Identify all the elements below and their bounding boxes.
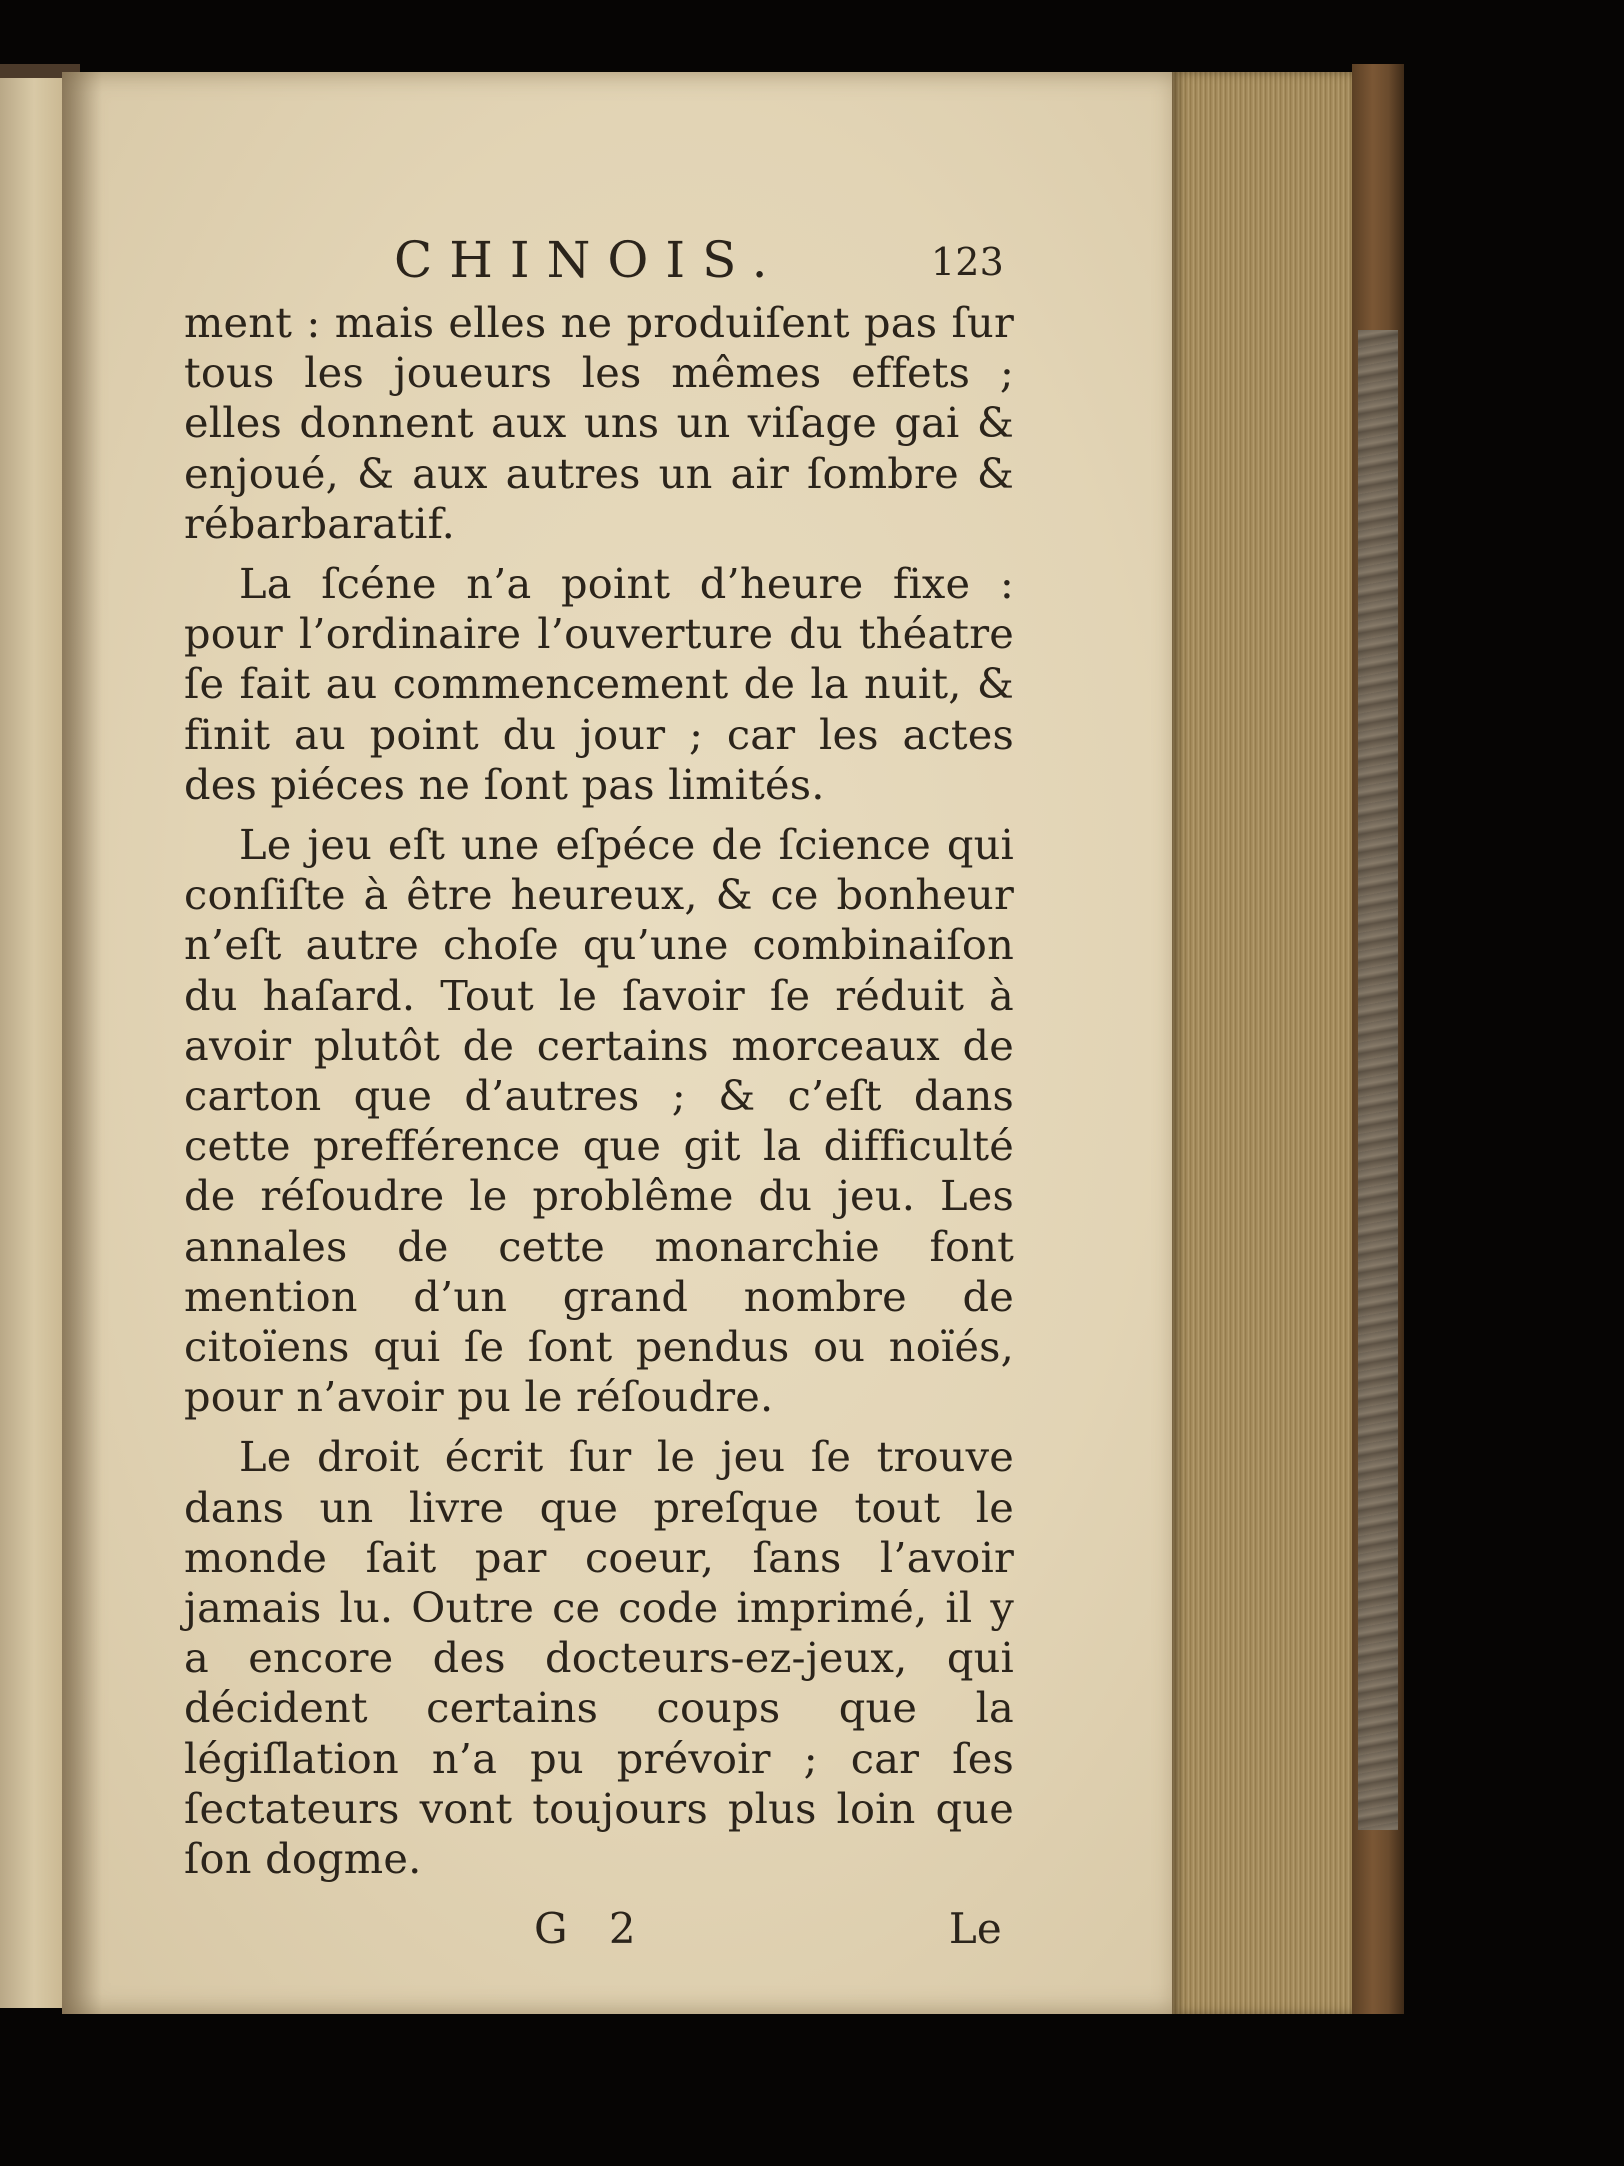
marbled-cover (1358, 330, 1398, 1830)
catchword: Le (948, 1904, 1002, 1954)
running-head: CHINOIS. (394, 231, 785, 289)
paragraph-2: La ſcéne n’a point d’heure fixe : pour l’ordinaire l’ouverture du théatre ſe fait au commencement de la nuit, & finit au point du jour ; car les actes des piéces ne ſont pas limités. (184, 559, 1014, 809)
paragraph-4: Le droit écrit ſur le jeu ſe trouve dans un livre que preſque tout le monde ſait par coeur, ſans l’avoir jamais lu. Outre ce code imprimé, il y a encore des docteurs-ez-jeux, qui décident certains coups que la légiſlation n’a pu prévoir ; car ſes ſectateurs vont toujours plus loin que ſon dogme. (184, 1432, 1014, 1884)
signature-mark: G 2 (534, 1904, 650, 1954)
left-page-edge (0, 78, 62, 2008)
page-header (184, 230, 1014, 296)
page-text (184, 230, 1014, 1964)
paragraph-3: Le jeu eſt une eſpéce de ſcience qui conſiſte à être heureux, & ce bonheur n’eſt autre choſe qu’une combinaiſon du haſard. Tout le ſavoir ſe réduit à avoir plutôt de certains morceaux de carton que d’autres ; & c’eſt dans cette prefférence que git la difficulté de réſoudre le problême du jeu. Les annales de cette monarchie font mention d’un grand nombre de citoïens qui ſe ſont pendus ou noïés, pour n’avoir pu le réſoudre. (184, 820, 1014, 1422)
page-footer (184, 1904, 1014, 1964)
page-gutter-shadow (62, 72, 102, 2014)
page-fore-edge (1172, 72, 1352, 2014)
page-number: 123 (930, 240, 1004, 284)
paragraph-1: ment : mais elles ne produiſent pas ſur tous les joueurs les mêmes effets ; elles donnent aux uns un viſage gai & enjoué, & aux autres un air ſombre & rébarbaratif. (184, 298, 1014, 548)
